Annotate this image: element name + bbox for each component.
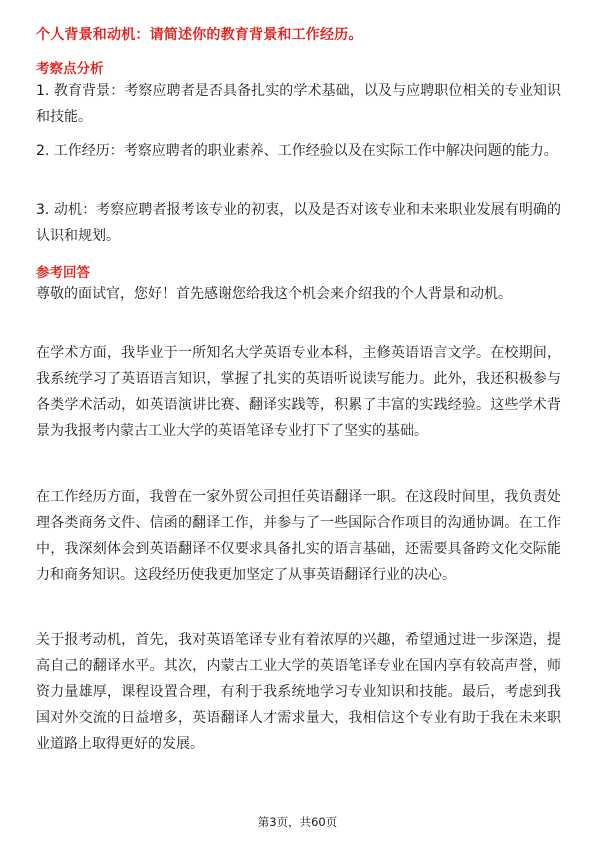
answer-paragraph-4: 关于报考动机，首先，我对英语笔译专业有着浓厚的兴趣，希望通过进一步深造，提高自己的翻译水平。其次，内蒙古工业大学的英语笔译专业在国内享有较高声誉，师资力量雄厚，课程设置合理，有利于我系统地学习专业知识和技能。最后，考虑到我国对外交流的日益增多，英语翻译人才需求量大，我相信这个专业有助于我在未来职业道路上取得更好的发展。 xyxy=(36,632,561,752)
analysis-title: 考察点分析 xyxy=(36,61,104,77)
answer-title: 参考回答 xyxy=(36,265,90,281)
analysis-item-1: 1. 教育背景：考察应聘者是否具备扎实的学术基础，以及与应聘职位相关的专业知识和技能。 xyxy=(36,83,561,125)
analysis-item-2: 2. 工作经历：考察应聘者的职业素养、工作经验以及在实际工作中解决问题的能力。 xyxy=(36,143,558,159)
analysis-item-3: 3. 动机：考察应聘者报考该专业的初衷，以及是否对该专业和未来职业发展有明确的认识和规划。 xyxy=(36,202,561,244)
answer-paragraph-1: 尊敬的面试官，您好！首先感谢您给我这个机会来介绍我的个人背景和动机。 xyxy=(36,286,512,302)
answer-paragraph-3: 在工作经历方面，我曾在一家外贸公司担任英语翻译一职。在这段时间里，我负责处理各类商务文件、信函的翻译工作，并参与了一些国际合作项目的沟通协调。在工作中，我深刻体会到英语翻译不仅要求具备扎实的语言基础，还需要具备跨文化交际能力和商务知识。这段经历使我更加坚定了从事英语翻译行业的决心。 xyxy=(36,489,561,583)
page-number: 第3页，共60页 xyxy=(257,815,338,829)
answer-paragraph-2: 在学术方面，我毕业于一所知名大学英语专业本科，主修英语语言文学。在校期间，我系统学习了英语语言知识，掌握了扎实的英语听说读写能力。此外，我还积极参与各类学术活动，如英语演讲比赛、翻译实践等，积累了丰富的实践经验。这些学术背景为我报考内蒙古工业大学的英语笔译专业打下了坚实的基础。 xyxy=(36,345,561,439)
question-heading: 个人背景和动机：请简述你的教育背景和工作经历。 xyxy=(36,27,363,43)
